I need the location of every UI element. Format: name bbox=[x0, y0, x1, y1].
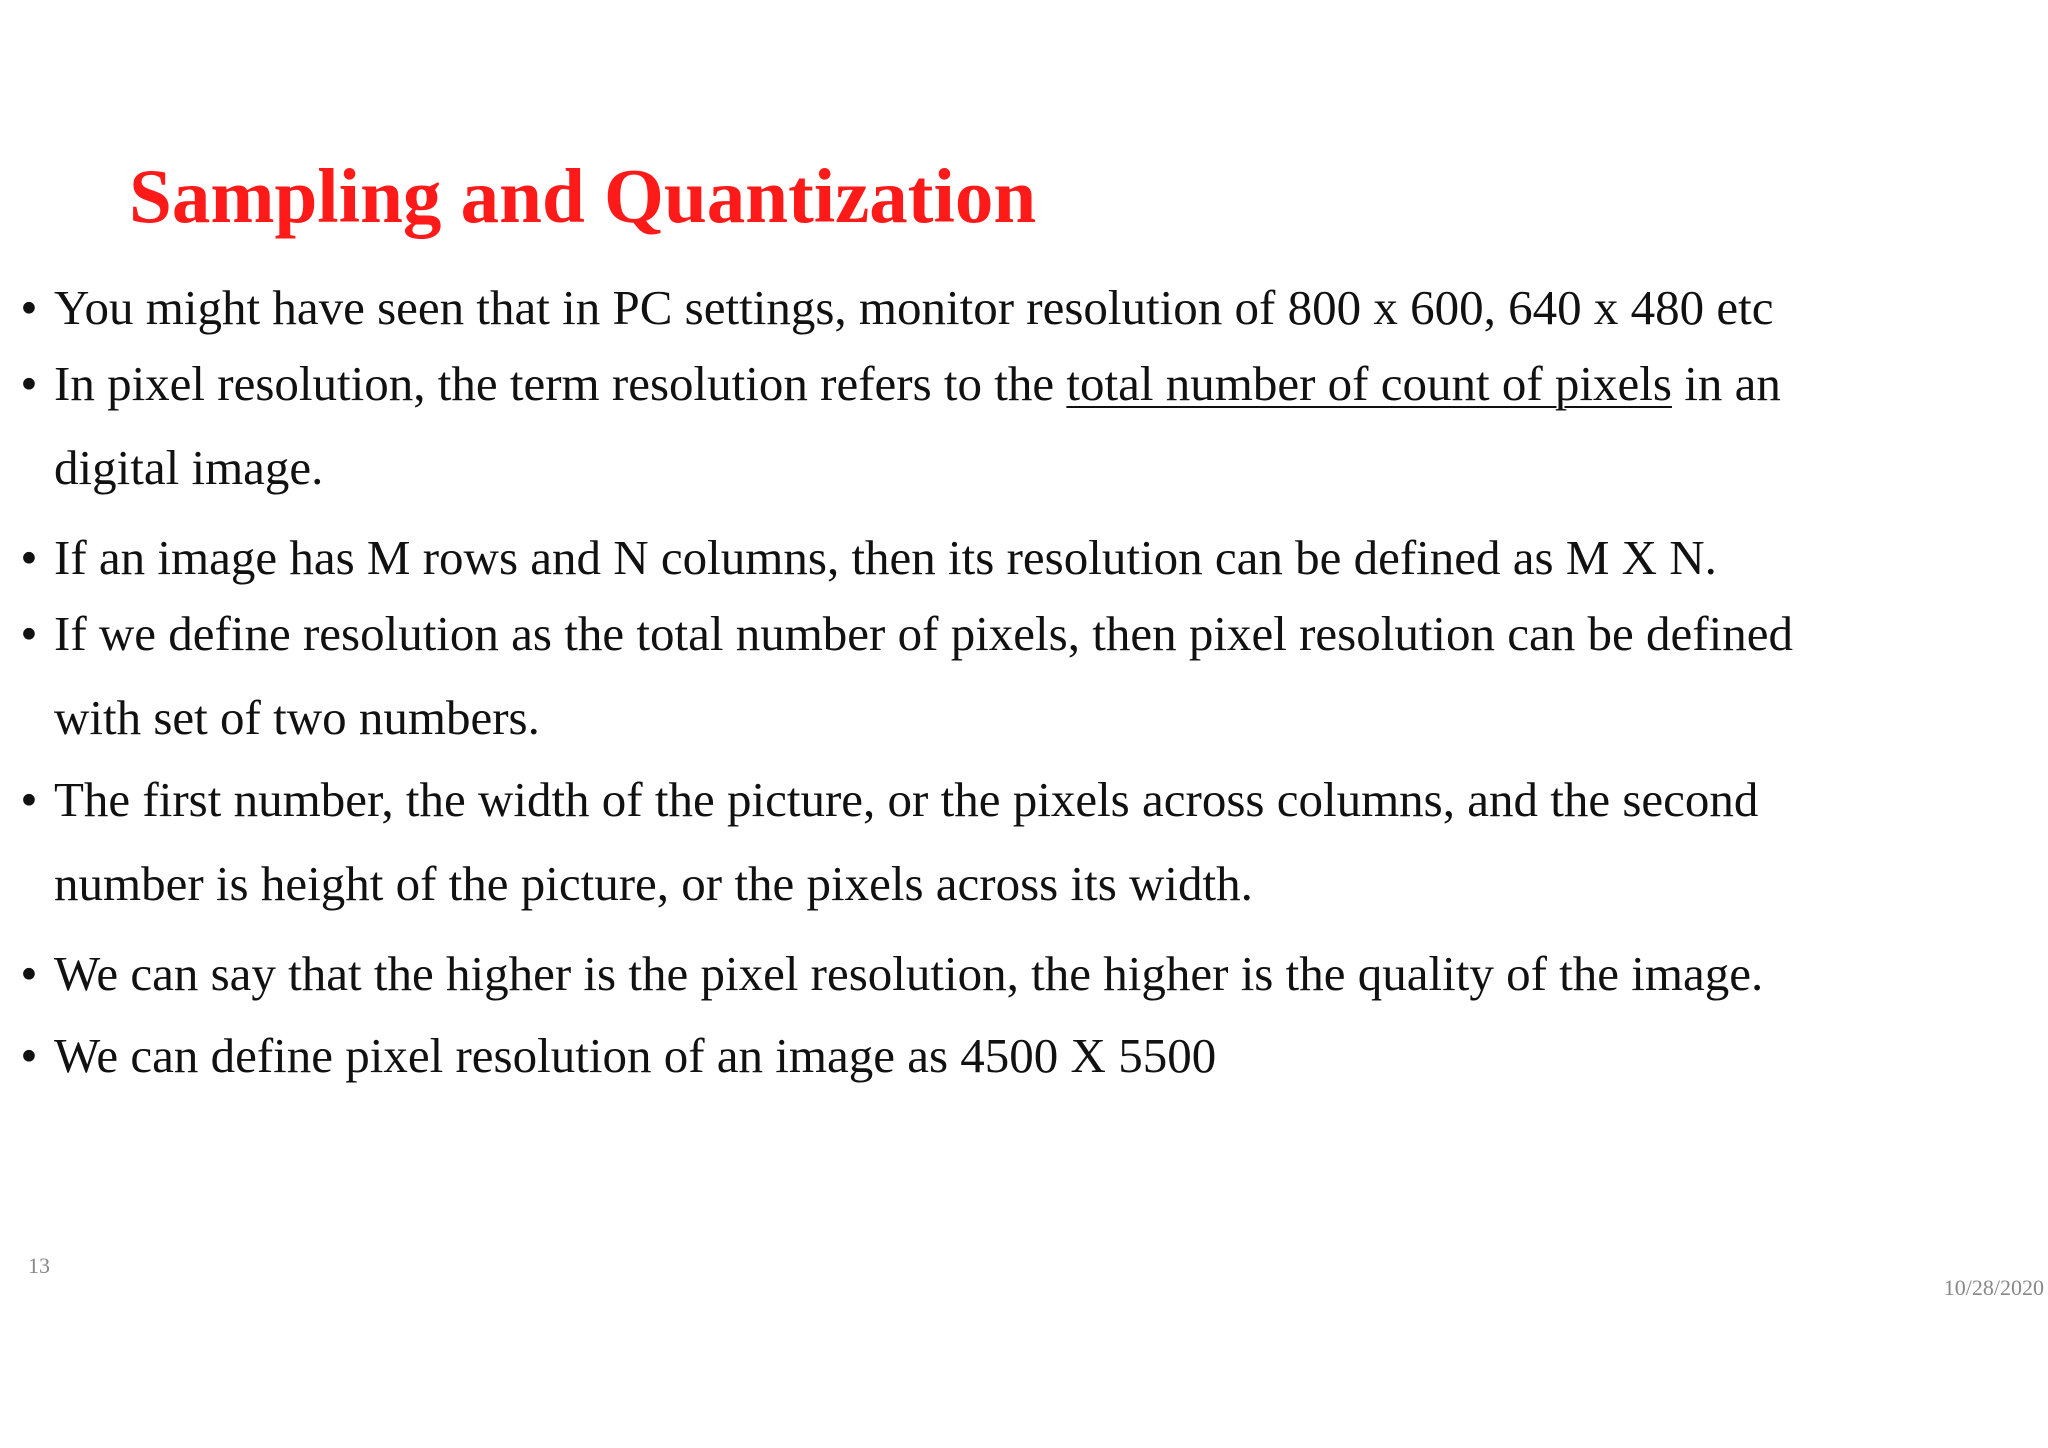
bullet-line: If an image has M rows and N columns, then its resolution can be defined as M X N. bbox=[54, 530, 1717, 585]
bullet-point-icon: • bbox=[20, 280, 38, 335]
bullet-point-icon: • bbox=[20, 530, 38, 585]
slide-date: 10/28/2020 bbox=[1943, 1275, 2044, 1300]
bullet-text bbox=[54, 932, 2040, 1016]
bullet-text bbox=[54, 1014, 2040, 1098]
bullet-text bbox=[54, 266, 2040, 350]
underlined-phrase: total number of count of pixels bbox=[1066, 356, 1672, 411]
bullet-line: You might have seen that in PC settings, monitor resolution of 800 x 600, 640 x 480 etc bbox=[54, 280, 1774, 335]
bullet-text bbox=[54, 758, 2040, 926]
bullet-point-icon: • bbox=[20, 1028, 38, 1083]
bullet-line: We can say that the higher is the pixel resolution, the higher is the quality of the image. bbox=[54, 946, 1764, 1001]
bullet-point-icon: • bbox=[20, 356, 38, 411]
bullet-line: digital image. bbox=[54, 440, 324, 495]
bullet-point-icon: • bbox=[20, 772, 38, 827]
bullet-point-icon: • bbox=[20, 606, 38, 661]
bullet-text bbox=[54, 516, 2040, 600]
bullet-line: with set of two numbers. bbox=[54, 690, 540, 745]
bullet-line: The first number, the width of the picture, or the pixels across columns, and the second bbox=[54, 772, 1759, 827]
slide-number: 13 bbox=[28, 1253, 50, 1278]
bullet-line: We can define pixel resolution of an image as 4500 X 5500 bbox=[54, 1028, 1217, 1083]
bullet-line: number is height of the picture, or the pixels across its width. bbox=[54, 856, 1253, 911]
bullet-line bbox=[54, 342, 2040, 426]
bullet-text-segment: In pixel resolution, the term resolution refers to the bbox=[54, 356, 1067, 411]
bullet-text bbox=[54, 592, 2040, 760]
slide-title: Sampling and Quantization bbox=[129, 153, 1037, 239]
bullet-line: If we define resolution as the total number of pixels, then pixel resolution can be defined bbox=[54, 606, 1793, 661]
bullet-point-icon: • bbox=[20, 946, 38, 1001]
bullet-text-segment: in an bbox=[1671, 356, 1781, 411]
bullet-text bbox=[54, 342, 2040, 510]
